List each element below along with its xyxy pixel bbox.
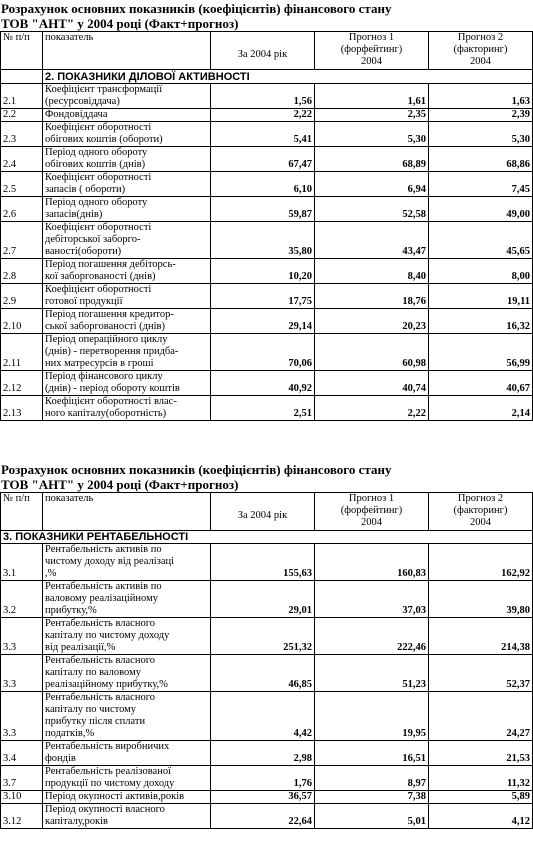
value-f1: 37,03 — [315, 581, 429, 618]
value-f2: 56,99 — [429, 334, 533, 371]
value-f2: 5,30 — [429, 122, 533, 147]
header-forecast2-line1: Прогноз 2 — [457, 493, 504, 504]
value-f2: 45,65 — [429, 222, 533, 259]
indicator-line: Період фінансового циклу — [45, 371, 163, 382]
indicator-line: валовому реалізаційному — [45, 593, 158, 604]
indicator-line: капіталу,років — [45, 816, 109, 827]
indicator-line: реалізаційному прибутку,% — [45, 679, 168, 690]
table-row — [1, 741, 533, 766]
indicator-line: капіталу по чистому — [45, 704, 137, 715]
value-f2: 2,39 — [429, 109, 533, 122]
value-fact: 10,20 — [211, 259, 315, 284]
row-number: 3.12 — [1, 804, 43, 829]
row-indicator — [43, 259, 211, 284]
indicator-line: Рентабельність активів по — [45, 581, 162, 592]
indicator-line: Фондовіддача — [45, 109, 108, 120]
value-f1: 16,51 — [315, 741, 429, 766]
value-fact: 40,92 — [211, 371, 315, 396]
value-fact: 4,42 — [211, 692, 315, 741]
header-forecast2 — [429, 493, 533, 531]
row-indicator — [43, 172, 211, 197]
header-forecast1-line1: Прогноз 1 — [348, 32, 395, 43]
table1 — [0, 31, 533, 421]
indicator-line: Період операційного циклу — [45, 334, 168, 345]
indicator-line: запасів ( обороти) — [45, 184, 126, 195]
table-row — [1, 692, 533, 741]
table-row — [1, 544, 533, 581]
indicator-line: податків,% — [45, 728, 95, 739]
row-number: 2.5 — [1, 172, 43, 197]
value-f1: 19,95 — [315, 692, 429, 741]
indicator-line: ської заборгованості (днів) — [45, 321, 165, 332]
indicator-line: Коефіцієнт оборотності — [45, 172, 152, 183]
value-f1: 51,23 — [315, 655, 429, 692]
row-number: 2.1 — [1, 84, 43, 109]
table-row — [1, 804, 533, 829]
table1-section-row — [1, 70, 533, 84]
indicator-line: Рентабельність активів по — [45, 544, 162, 555]
header-forecast1-line2: (форфейтинг) — [340, 44, 403, 55]
indicator-line: ваності(обороти) — [45, 246, 122, 257]
table1-section-heading: 2. ПОКАЗНИКИ ДІЛОВОЇ АКТИВНОСТІ — [43, 70, 533, 84]
indicator-line: ,% — [45, 568, 57, 579]
table-row — [1, 197, 533, 222]
value-fact: 2,51 — [211, 396, 315, 421]
row-number: 3.3 — [1, 692, 43, 741]
row-indicator — [43, 804, 211, 829]
value-fact: 70,06 — [211, 334, 315, 371]
table-row — [1, 222, 533, 259]
value-f1: 52,58 — [315, 197, 429, 222]
header-forecast1-line2: (форфейтинг) — [340, 505, 403, 516]
indicator-line: кої заборгованості (днів) — [45, 271, 156, 282]
header-forecast1-line3: 2004 — [361, 56, 382, 67]
value-f1: 20,23 — [315, 309, 429, 334]
row-number: 2.10 — [1, 309, 43, 334]
value-f1: 6,94 — [315, 172, 429, 197]
value-f1: 5,30 — [315, 122, 429, 147]
row-indicator — [43, 396, 211, 421]
table-row — [1, 618, 533, 655]
value-f1: 5,01 — [315, 804, 429, 829]
indicator-line: (днів) - перетворення придба- — [45, 346, 179, 357]
row-number: 3.2 — [1, 581, 43, 618]
value-f2: 5,89 — [429, 791, 533, 804]
value-f1: 43,47 — [315, 222, 429, 259]
section-num-cell — [1, 70, 43, 84]
value-fact: 35,80 — [211, 222, 315, 259]
indicator-line: Коефіцієнт оборотності — [45, 284, 152, 295]
value-f2: 49,00 — [429, 197, 533, 222]
table-row — [1, 122, 533, 147]
header-forecast2 — [429, 32, 533, 70]
header-name: показатель — [43, 32, 211, 70]
value-f2: 68,86 — [429, 147, 533, 172]
value-f2: 7,45 — [429, 172, 533, 197]
value-f2: 21,53 — [429, 741, 533, 766]
value-f2: 2,14 — [429, 396, 533, 421]
indicator-line: Коефіцієнт трансформації — [45, 84, 163, 95]
row-number: 2.6 — [1, 197, 43, 222]
row-number: 3.3 — [1, 655, 43, 692]
value-fact: 29,01 — [211, 581, 315, 618]
indicator-line: прибутку після сплати — [45, 716, 146, 727]
row-indicator — [43, 334, 211, 371]
row-indicator — [43, 122, 211, 147]
table1-header-row — [1, 32, 533, 70]
row-indicator — [43, 766, 211, 791]
table-row — [1, 147, 533, 172]
value-f2: 24,27 — [429, 692, 533, 741]
value-fact: 46,85 — [211, 655, 315, 692]
indicator-line: запасів(днів) — [45, 209, 103, 220]
table2-title-line1: Розрахунок основних показників (коефіцієнтів) фінансового стану — [1, 462, 392, 477]
indicator-line: Період одного обороту — [45, 147, 148, 158]
row-indicator — [43, 791, 211, 804]
indicator-line: Коефіцієнт оборотності влас- — [45, 396, 177, 407]
value-fact: 2,98 — [211, 741, 315, 766]
indicator-line: (днів) - період обороту коштів — [45, 383, 180, 394]
value-f1: 2,22 — [315, 396, 429, 421]
indicator-line: фондів — [45, 753, 76, 764]
header-forecast2-line3: 2004 — [470, 56, 491, 67]
row-number: 3.4 — [1, 741, 43, 766]
value-fact: 22,64 — [211, 804, 315, 829]
table2-section-row — [1, 531, 533, 544]
row-indicator — [43, 147, 211, 172]
table1-section — [0, 1, 533, 421]
table1-body — [1, 84, 533, 421]
header-forecast1-line3: 2004 — [361, 517, 382, 528]
indicator-line: Період окупності власного — [45, 804, 165, 815]
value-fact: 36,57 — [211, 791, 315, 804]
row-number: 2.4 — [1, 147, 43, 172]
row-indicator — [43, 84, 211, 109]
value-f2: 40,67 — [429, 371, 533, 396]
indicator-line: прибутку,% — [45, 605, 97, 616]
value-f1: 40,74 — [315, 371, 429, 396]
indicator-line: Період погашення кредитор- — [45, 309, 174, 320]
value-f1: 60,98 — [315, 334, 429, 371]
header-name: показатель — [43, 493, 211, 531]
row-indicator — [43, 284, 211, 309]
indicator-line: Період погашення дебіторсь- — [45, 259, 176, 270]
table-row — [1, 309, 533, 334]
row-number: 2.9 — [1, 284, 43, 309]
indicator-line: (ресурсовіддача) — [45, 96, 120, 107]
header-forecast1-line1: Прогноз 1 — [348, 493, 395, 504]
table-row — [1, 766, 533, 791]
header-fact: За 2004 рік — [211, 32, 315, 70]
header-forecast1 — [315, 493, 429, 531]
indicator-line: готової продукції — [45, 296, 123, 307]
value-f2: 214,38 — [429, 618, 533, 655]
table-row — [1, 334, 533, 371]
indicator-line: Рентабельність власного — [45, 618, 155, 629]
row-indicator — [43, 109, 211, 122]
row-indicator — [43, 371, 211, 396]
row-number: 3.7 — [1, 766, 43, 791]
row-number: 3.10 — [1, 791, 43, 804]
table2-header-row — [1, 493, 533, 531]
indicator-line: продукції по чистому доходу — [45, 778, 175, 789]
table2 — [0, 492, 533, 829]
row-indicator — [43, 222, 211, 259]
value-fact: 1,56 — [211, 84, 315, 109]
table-row — [1, 655, 533, 692]
value-f1: 222,46 — [315, 618, 429, 655]
indicator-line: капіталу по валовому — [45, 667, 141, 678]
table-row — [1, 791, 533, 804]
row-indicator — [43, 741, 211, 766]
table-row — [1, 581, 533, 618]
indicator-line: Період одного обороту — [45, 197, 148, 208]
value-f2: 162,92 — [429, 544, 533, 581]
row-number: 2.3 — [1, 122, 43, 147]
value-fact: 251,32 — [211, 618, 315, 655]
header-forecast2-line3: 2004 — [470, 517, 491, 528]
table-row — [1, 396, 533, 421]
value-fact: 29,14 — [211, 309, 315, 334]
value-f1: 18,76 — [315, 284, 429, 309]
header-num: № п/п — [1, 493, 43, 531]
indicator-line: дебіторської заборго- — [45, 234, 141, 245]
value-f2: 16,32 — [429, 309, 533, 334]
value-fact: 155,63 — [211, 544, 315, 581]
value-f2: 11,32 — [429, 766, 533, 791]
table2-title-line2: ТОВ "АНТ" у 2004 році (Факт+прогноз) — [1, 477, 239, 492]
indicator-line: Рентабельність виробничих — [45, 741, 170, 752]
row-number: 2.12 — [1, 371, 43, 396]
table1-title-line1: Розрахунок основних показників (коефіцієнтів) фінансового стану — [1, 1, 392, 16]
table-row — [1, 259, 533, 284]
value-fact: 6,10 — [211, 172, 315, 197]
table-row — [1, 284, 533, 309]
header-fact: За 2004 рік — [211, 493, 315, 531]
indicator-line: них матресурсів в гроші — [45, 358, 154, 369]
value-f2: 39,80 — [429, 581, 533, 618]
value-f1: 160,83 — [315, 544, 429, 581]
indicator-line: Рентабельність власного — [45, 655, 155, 666]
value-fact: 67,47 — [211, 147, 315, 172]
row-number: 2.13 — [1, 396, 43, 421]
row-number: 2.2 — [1, 109, 43, 122]
row-indicator — [43, 618, 211, 655]
table2-section-heading: 3. ПОКАЗНИКИ РЕНТАБЕЛЬНОСТІ — [1, 531, 533, 544]
value-f2: 52,37 — [429, 655, 533, 692]
indicator-line: Рентабельність реалізованої — [45, 766, 171, 777]
row-number: 2.11 — [1, 334, 43, 371]
value-f1: 68,89 — [315, 147, 429, 172]
table-row — [1, 84, 533, 109]
value-f1: 1,61 — [315, 84, 429, 109]
indicator-line: обігових коштів (днів) — [45, 159, 146, 170]
value-fact: 59,87 — [211, 197, 315, 222]
row-number: 3.1 — [1, 544, 43, 581]
value-f1: 2,35 — [315, 109, 429, 122]
header-forecast2-line2: (факторинг) — [453, 44, 508, 55]
table-row — [1, 109, 533, 122]
value-fact: 2,22 — [211, 109, 315, 122]
value-f2: 4,12 — [429, 804, 533, 829]
value-f1: 8,97 — [315, 766, 429, 791]
table2-section — [0, 462, 533, 829]
row-indicator — [43, 544, 211, 581]
indicator-line: Період окупності активів,років — [45, 791, 185, 802]
row-indicator — [43, 581, 211, 618]
row-number: 2.8 — [1, 259, 43, 284]
indicator-line: чистому доходу від реалізаці — [45, 556, 175, 567]
value-fact: 1,76 — [211, 766, 315, 791]
value-fact: 17,75 — [211, 284, 315, 309]
value-f2: 8,00 — [429, 259, 533, 284]
header-num: № п/п — [1, 32, 43, 70]
table-row — [1, 371, 533, 396]
row-indicator — [43, 692, 211, 741]
indicator-line: Рентабельність власного — [45, 692, 155, 703]
indicator-line: обігових коштів (обороти) — [45, 134, 163, 145]
header-forecast2-line1: Прогноз 2 — [457, 32, 504, 43]
indicator-line: Коефіцієнт оборотності — [45, 222, 152, 233]
value-fact: 5,41 — [211, 122, 315, 147]
header-forecast2-line2: (факторинг) — [453, 505, 508, 516]
row-number: 3.3 — [1, 618, 43, 655]
value-f1: 8,40 — [315, 259, 429, 284]
row-indicator — [43, 197, 211, 222]
row-indicator — [43, 655, 211, 692]
value-f2: 1,63 — [429, 84, 533, 109]
indicator-line: Коефіцієнт оборотності — [45, 122, 152, 133]
indicator-line: капіталу по чистому доходу — [45, 630, 170, 641]
table-row — [1, 172, 533, 197]
row-number: 2.7 — [1, 222, 43, 259]
indicator-line: від реалізації,% — [45, 642, 116, 653]
table2-body — [1, 544, 533, 829]
table1-title-line2: ТОВ "АНТ" у 2004 році (Факт+прогноз) — [1, 16, 239, 31]
header-forecast1 — [315, 32, 429, 70]
value-f2: 19,11 — [429, 284, 533, 309]
indicator-line: ного капіталу(оборотність) — [45, 408, 167, 419]
value-f1: 7,38 — [315, 791, 429, 804]
row-indicator — [43, 309, 211, 334]
